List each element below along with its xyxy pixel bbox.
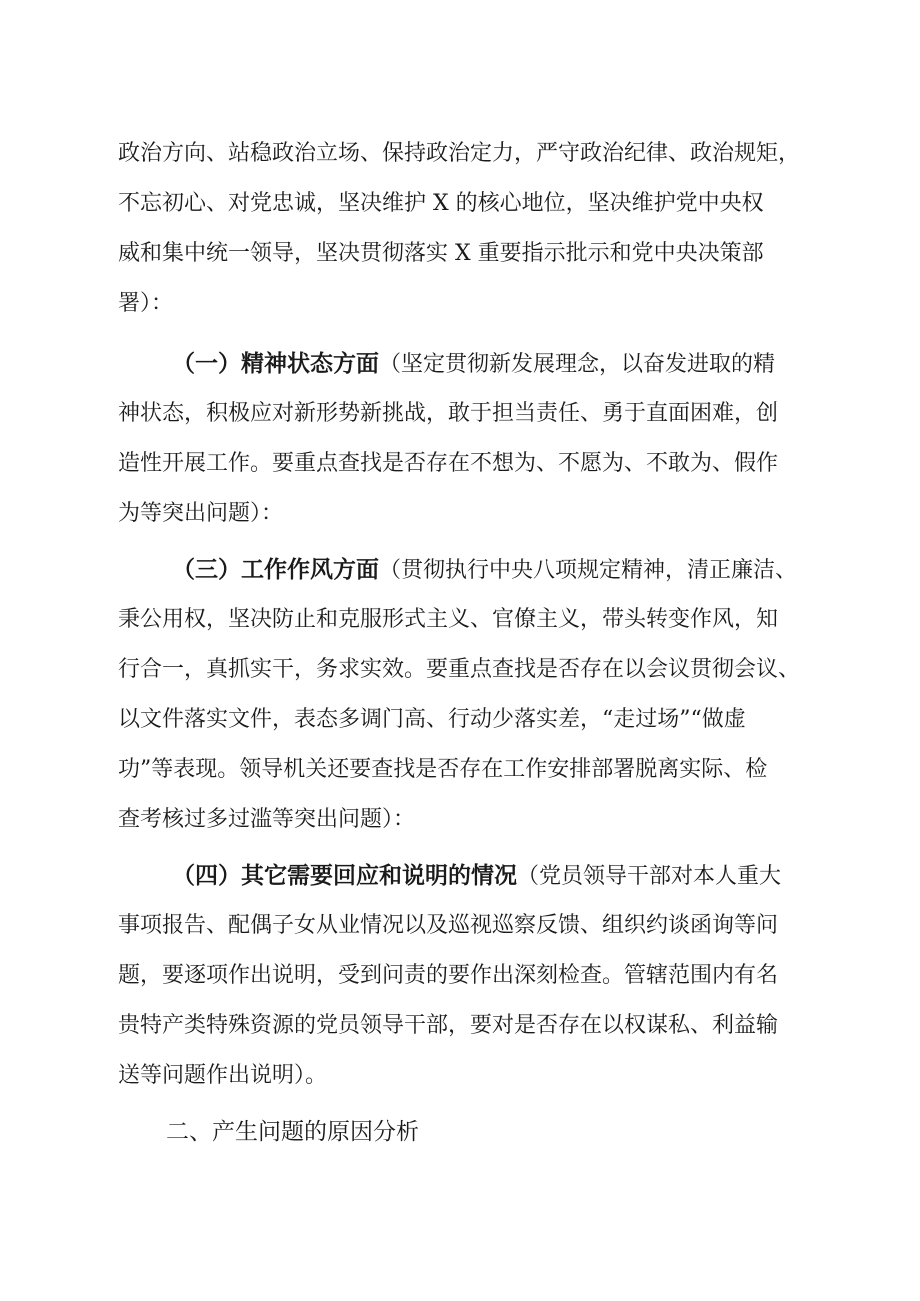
paragraph-line: 秉公用权，坚决防止和克服形式主义、官僚主义，带头转变作风，知	[118, 607, 779, 632]
paragraph-line: 为等突出问题）：	[118, 501, 284, 526]
section-2-title: 二、产生问题的原因分析	[166, 1119, 419, 1145]
paragraph-line: 送等问题作出说明）。	[118, 1063, 328, 1088]
item-4-text: （党员领导干部对本人重大	[517, 864, 782, 889]
paragraph-line: 查考核过多过滥等突出问题）：	[118, 807, 416, 832]
paragraph-line: 造性开展工作。要重点查找是否存在不想为、不愿为、不敢为、假作	[118, 451, 779, 476]
paragraph-line: 行合一，真抓实干，务求实效。要重点查找是否存在以会议贯彻会议、	[118, 657, 801, 682]
paragraph-line: 题，要逐项作出说明，受到问责的要作出深刻检查。管辖范围内有名	[118, 963, 779, 988]
item-4-first-line	[172, 861, 781, 891]
paragraph-line: 神状态，积极应对新形势新挑战，敢于担当责任、勇于直面困难，创	[118, 401, 779, 426]
item-1-text: （坚定贯彻新发展理念，以奋发进取的精	[379, 352, 776, 377]
item-1-first-line	[172, 349, 775, 379]
item-1-heading: （一）精神状态方面	[172, 351, 379, 377]
paragraph-line: 以文件落实文件，表态多调门高、行动少落实差，“走过场”“做虚	[118, 707, 746, 732]
paragraph-line: 署）：	[118, 291, 174, 316]
paragraph-line: 威和集中统一领导，坚决贯彻落实 X 重要指示批示和党中央决策部	[118, 241, 764, 266]
paragraph-line: 事项报告、配偶子女从业情况以及巡视巡察反馈、组织约谈函询等问	[118, 913, 779, 938]
paragraph-line: 贵特产类特殊资源的党员领导干部，要对是否存在以权谋私、利益输	[118, 1013, 779, 1038]
item-4-heading: （四）其它需要回应和说明的情况	[172, 863, 517, 889]
item-3-text: （贯彻执行中央八项规定精神，清正廉洁、	[379, 558, 798, 583]
paragraph-line: 功”等表现。领导机关还要查找是否存在工作安排部署脱离实际、检	[118, 757, 768, 782]
item-3-heading: （三）工作作风方面	[172, 557, 379, 583]
paragraph-line: 不忘初心、对党忠诚，坚决维护 X 的核心地位，坚决维护党中央权	[118, 191, 764, 216]
paragraph-line: 政治方向、站稳政治立场、保持政治定力，严守政治纪律、政治规矩，	[118, 141, 801, 166]
item-3-first-line	[172, 555, 797, 585]
